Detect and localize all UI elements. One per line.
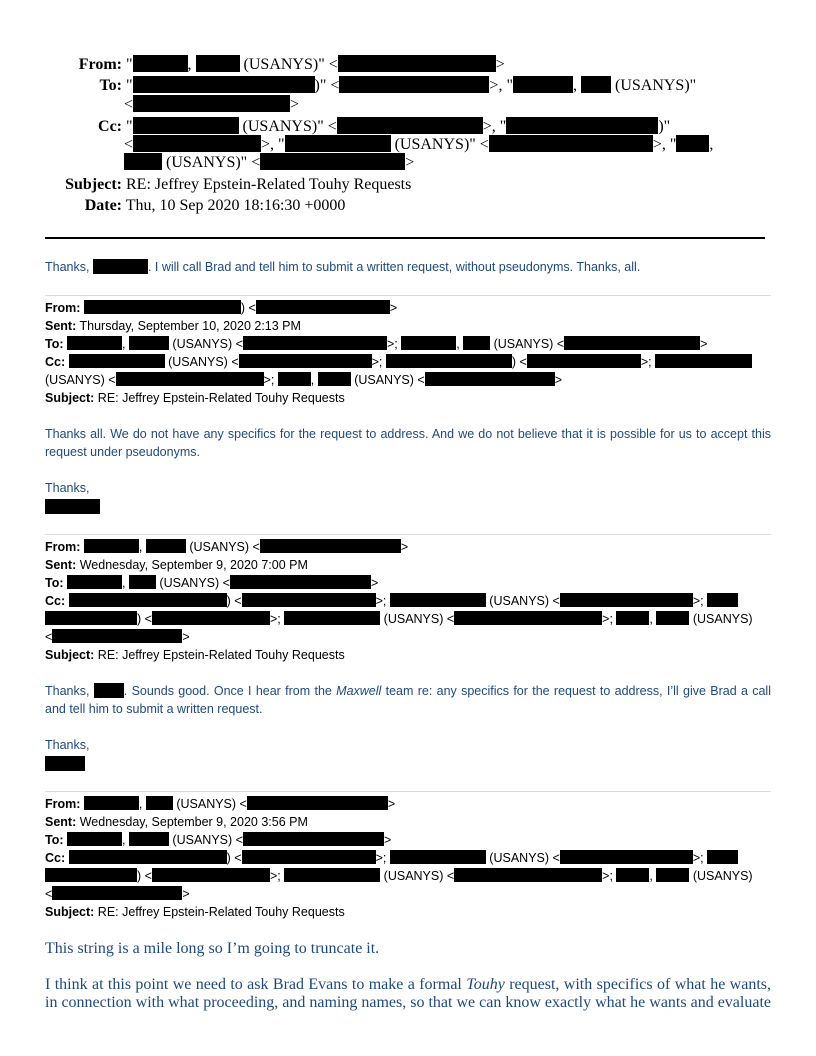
header-text: , [187,56,196,73]
header-text: > [370,576,379,590]
redaction-block [146,796,173,810]
redaction-block [401,336,456,350]
header-text: (USANYS)" < [390,136,489,153]
header-text: >; [375,851,390,865]
signature-redaction [45,499,100,514]
redaction-block [152,868,270,882]
redaction-block [67,832,122,846]
redaction-block [243,832,384,846]
redaction-block [242,593,376,607]
redaction-block [707,593,738,607]
header-text: (USANYS) [689,869,753,883]
redaction-block [454,868,602,882]
header-text: )" < [314,77,340,94]
header-date: Thu, 10 Sep 2020 18:16:30 +0000 [125,197,346,214]
header-to-line2 [124,95,299,114]
msg1-to-line [45,335,707,353]
header-text: > [290,96,300,113]
redaction-block [656,868,689,882]
body-text: request, with specifics of what he wants, in connection with what proceeding, and naming names, so that we can know exactly what he wants and evaluate [45,976,772,1011]
msg2-to-line [45,574,378,592]
msg1-cc-line [45,353,752,371]
redaction-block [256,300,390,314]
header-text: (USANYS)" < [239,56,338,73]
redaction-block [84,796,139,810]
msg1-from-line [45,299,397,317]
header-text: ) < [240,301,256,315]
header-text: < [45,630,53,644]
redaction-block [284,611,380,625]
msg3-subject-line [45,903,345,921]
case-name: Maxwell [336,684,382,698]
header-text: ) < [226,851,242,865]
subject-text: RE: Jeffrey Epstein-Related Touhy Requests [97,648,345,662]
msg2-from-line [45,538,408,556]
header-from-line [76,55,505,74]
header-text: > [495,56,505,73]
header-text: >; [269,612,285,626]
redaction-block [133,135,261,152]
redaction-block [196,55,240,72]
header-text: " [126,118,133,135]
msg2-cc-line2 [45,610,753,628]
header-text: (USANYS) < [380,869,455,883]
header-text: (USANYS)" < [238,118,337,135]
redaction-block [146,539,186,553]
header-text: (USANYS) < [45,373,116,387]
header-text: )" [658,118,671,135]
msg1-sent-line [45,317,301,335]
body-text: . I will call Brad and tell him to submit a written request, without pseudonyms. Thanks, all. [147,260,641,274]
message-body [45,258,640,276]
redaction-block [133,55,188,72]
redaction-block [84,539,139,553]
header-text: >; [692,851,708,865]
redaction-block [560,593,693,607]
redaction-block [243,336,387,350]
header-subject: RE: Jeffrey Epstein-Related Touhy Requests [126,176,412,193]
msg3-body-line1: This string is a mile long so I’m going to truncate it. [45,940,380,957]
redaction-block [247,796,388,810]
sent-label: Sent: [45,815,77,829]
msg3-body-para2 [45,976,771,1012]
header-to-label: To: [99,77,122,94]
subject-text: RE: Jeffrey Epstein-Related Touhy Requests [97,905,345,919]
msg3-cc-line3 [45,885,190,903]
header-text: >, " [482,118,507,135]
redaction-block [284,868,380,882]
header-text: (USANYS) < [168,337,243,351]
redaction-block [52,629,182,643]
redaction-block [129,575,156,589]
header-to-line [76,76,696,95]
header-text: > [389,301,398,315]
header-text: > [182,630,190,644]
header-text: >; [640,355,656,369]
msg3-cc-line [45,849,738,867]
header-text: >, " [652,136,677,153]
header-text: (USANYS) [689,612,753,626]
msg1-body: Thanks all. We do not have any specifics for the request to address. And we do not believe that it is possible for us to accept this request under pseudonyms. [45,427,771,459]
header-text: (USANYS) < [168,833,243,847]
header-text: > [400,540,409,554]
redaction-block [124,153,162,170]
header-text: (USANYS) < [155,576,230,590]
header-text: ) < [137,612,152,626]
redaction-block [513,76,573,93]
header-text: > [387,797,396,811]
header-text: , [456,337,464,351]
redaction-block [489,135,653,152]
header-text: >; [375,594,390,608]
header-text: , [649,869,657,883]
header-text: , [138,540,146,554]
redaction-block [564,336,700,350]
header-text: (USANYS)" [610,77,697,94]
to-label: To: [45,576,64,590]
from-label: From: [45,301,81,315]
redaction-block [707,850,738,864]
msg2-cc-line3 [45,628,190,646]
redaction-block [242,850,376,864]
msg1-closing: Thanks, [45,481,90,495]
from-label: From: [45,540,81,554]
redaction-block [560,850,693,864]
redaction-block [133,76,315,93]
header-text: >; [263,373,278,387]
redaction-block [116,372,264,386]
redaction-block [655,354,752,368]
header-text: >; [692,594,708,608]
redaction-block [93,259,148,274]
header-cc-line2 [124,135,713,154]
signature-redaction [45,756,85,771]
redaction-block [52,886,182,900]
header-text: > [554,373,563,387]
msg3-from-line [45,795,395,813]
header-text: < [45,887,53,901]
redaction-block [69,593,227,607]
touhy-term: Touhy [466,976,505,993]
cc-label: Cc: [45,594,66,608]
redaction-block [69,354,165,368]
header-divider [45,237,765,239]
redaction-block [129,336,169,350]
msg3-to-line [45,831,391,849]
redaction-block [69,850,227,864]
header-text: (USANYS)" < [162,154,261,171]
body-text: team re: any specifics for the request to address, I’ll give Brad a call and tell him to submit a written request. [45,684,771,716]
redaction-block [386,354,512,368]
redaction-block [239,354,372,368]
header-text: >; [602,612,617,626]
header-text: >, " [489,77,513,94]
header-text: , [122,576,129,590]
header-text: > [383,833,392,847]
redaction-block [581,76,611,93]
header-text: >, " [261,136,285,153]
msg2-body [45,682,771,718]
redaction-block [133,117,239,134]
redaction-block [337,117,483,134]
redaction-block [129,832,169,846]
header-text: >; [269,869,285,883]
subject-label: Subject: [45,391,95,405]
redaction-block [133,95,290,112]
header-text: >; [386,337,402,351]
body-text: I think at this point we need to ask Brad Evans to make a formal [45,976,467,993]
header-text: " [126,77,133,94]
header-date-line [63,197,345,215]
to-label: To: [45,337,64,351]
redaction-block [45,611,137,625]
from-label: From: [45,797,81,811]
header-text: , [122,337,129,351]
redaction-block [425,372,555,386]
header-text: (USANYS) < [350,373,425,387]
header-text: (USANYS) < [485,594,560,608]
msg2-sent-line [45,556,308,574]
redaction-block [67,575,122,589]
header-text: , [122,833,129,847]
header-text: >; [371,355,386,369]
header-text: < [124,96,134,113]
header-text: " [126,56,133,73]
body-text: . Sounds good. Once I hear from the [123,684,337,698]
redaction-block [278,372,311,386]
header-text: , [709,136,714,153]
redaction-block [463,336,490,350]
header-text: ) < [137,869,152,883]
subject-label: Subject: [45,905,95,919]
msg2-closing: Thanks, [45,738,90,752]
header-text: > [405,154,415,171]
msg3-cc-line2 [45,867,753,885]
redaction-block [260,153,405,170]
msg2-cc-line [45,592,738,610]
redaction-block [94,683,124,698]
msg2-subject-line [45,646,345,664]
header-text: (USANYS) < [490,337,565,351]
redaction-block [260,539,401,553]
sent-date: Wednesday, September 9, 2020 3:56 PM [79,815,308,829]
header-text: (USANYS) < [380,612,455,626]
header-text: , [572,77,581,94]
header-cc-line [76,117,670,136]
body-text: Thanks, [45,684,94,698]
header-text: (USANYS) < [485,851,560,865]
redaction-block [390,850,486,864]
header-text: , [649,612,657,626]
redaction-block [616,868,649,882]
redaction-block [45,868,137,882]
header-text: , [310,373,318,387]
msg3-sent-line [45,813,308,831]
sent-label: Sent: [45,319,77,333]
header-text: >; [602,869,617,883]
header-text: < [124,136,134,153]
body-text: Thanks, [45,260,93,274]
header-text: > [700,337,708,351]
redaction-block [285,135,391,152]
header-text: (USANYS) < [172,797,247,811]
redaction-block [390,593,486,607]
redaction-block [454,611,602,625]
header-text: (USANYS) < [185,540,260,554]
header-date-label: Date: [84,197,122,214]
msg1-cc-line2 [45,371,562,389]
cc-label: Cc: [45,355,66,369]
redaction-block [676,135,709,152]
redaction-block [656,611,689,625]
header-text: ) < [226,594,242,608]
header-subject-label: Subject: [65,176,122,193]
sent-label: Sent: [45,558,77,572]
cc-label: Cc: [45,851,66,865]
redaction-block [84,300,241,314]
header-cc-line3 [124,153,414,172]
header-text: > [182,887,190,901]
redaction-block [339,76,489,93]
redaction-block [506,117,658,134]
message-separator [45,295,771,296]
msg1-subject-line [45,389,345,407]
redaction-block [67,336,122,350]
redaction-block [616,611,649,625]
message-separator [45,534,771,535]
subject-text: RE: Jeffrey Epstein-Related Touhy Requests [97,391,345,405]
header-cc-label: Cc: [98,118,122,135]
redaction-block [152,611,270,625]
header-from-label: From: [78,56,122,73]
to-label: To: [45,833,64,847]
header-text: ) < [511,355,527,369]
header-text: , [138,797,146,811]
header-text: (USANYS) < [164,355,239,369]
header-subject-line [63,176,411,194]
subject-label: Subject: [45,648,95,662]
message-separator [45,791,771,792]
redaction-block [230,575,371,589]
redaction-block [318,372,351,386]
redaction-block [338,55,496,72]
sent-date: Thursday, September 10, 2020 2:13 PM [79,319,301,333]
sent-date: Wednesday, September 9, 2020 7:00 PM [79,558,308,572]
redaction-block [527,354,641,368]
